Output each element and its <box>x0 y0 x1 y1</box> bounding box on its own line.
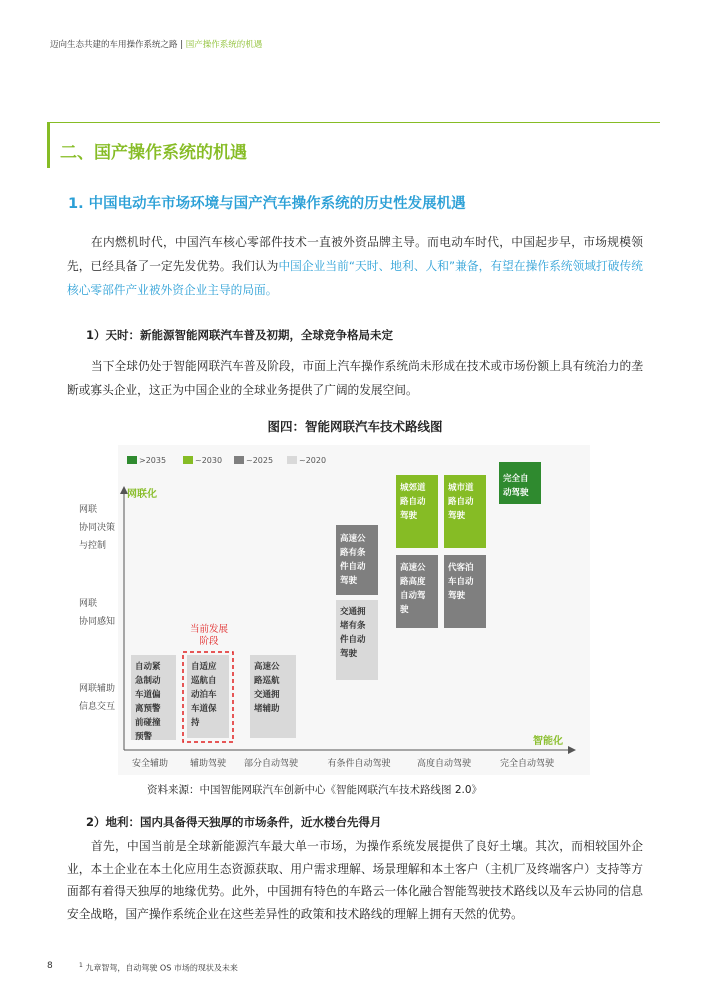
legend-swatch-2030 <box>183 456 193 464</box>
x-level-2: 部分自动驾驶 <box>243 759 299 769</box>
box-suburban-text: 城郊道路自动驾驶 <box>400 483 426 521</box>
box-highway-conditional-text: 高速公路有条件自动驾驶 <box>340 534 366 586</box>
x-level-3: 有条件自动驾驶 <box>327 759 391 769</box>
paragraph-intro-highlight: 中国企业当前“天时、地利、人和”兼备，有望在操作系统领域打破传统核心零部件产业被外资企业主导的局面。 <box>67 259 643 297</box>
y-axis-label: 网联化 <box>127 489 157 500</box>
footnote-text: 九章智驾，自动驾驶 OS 市场的现状及未来 <box>85 963 238 973</box>
y-levels <box>79 503 115 712</box>
y-level-decision-line3: 与控制 <box>79 541 107 551</box>
header-chapter: 国产操作系统的机遇 <box>185 40 263 50</box>
legend-label-2030: ~2030 <box>195 456 223 465</box>
x-level-1: 辅助驾驶 <box>189 759 227 769</box>
legend-swatch-2020 <box>287 456 297 464</box>
y-level-decision-line1: 网联 <box>79 505 98 515</box>
header-separator: | <box>177 40 186 50</box>
box-traffic-jam-text: 交通拥堵有条件自动驾驶 <box>340 607 366 659</box>
legend-swatch-2035 <box>127 456 137 464</box>
box-highway-cruise-text: 高速公路巡航交通拥堵辅助 <box>254 662 280 714</box>
box-aeb-text: 自动紧急制动车道偏离预警前碰撞预警 <box>135 662 161 742</box>
legend-label-2025: ~2025 <box>246 456 274 465</box>
figure-title: 图四：智能网联汽车技术路线图 <box>267 419 443 434</box>
x-level-4: 高度自动驾驶 <box>416 759 472 769</box>
page-number: 8 <box>47 961 53 971</box>
subheading-location: 2）地利：国内具备得天独厚的市场条件，近水楼台先得月 <box>86 815 382 829</box>
x-level-5: 完全自动驾驶 <box>499 759 555 769</box>
box-full-text: 完全自动驾驶 <box>503 474 529 498</box>
figure-source: 资料来源：中国智能网联汽车创新中心《智能网联汽车技术路线图 2.0》 <box>147 784 483 796</box>
box-valet-parking-text: 代客泊车自动驾驶 <box>448 563 474 601</box>
box-acc-text: 自适应巡航自动泊车车道保持 <box>191 662 217 728</box>
legend-swatch-2025 <box>234 456 244 464</box>
x-axis-label: 智能化 <box>533 736 563 747</box>
y-level-info-line1: 网联辅助 <box>79 684 116 694</box>
box-urban-text: 城市道路自动驾驶 <box>448 483 474 521</box>
heading-1: 1. 中国电动车市场环境与国产汽车操作系统的历史性发展机遇 <box>68 196 466 212</box>
header-doc-title: 迈向生态共建的车用操作系统之路 <box>50 40 178 50</box>
current-stage-line2: 阶段 <box>199 636 219 647</box>
section-title: 二、国产操作系统的机遇 <box>60 143 247 163</box>
paragraph-timing: 当下全球仍处于智能网联汽车普及阶段，市面上汽车操作系统尚未形成在技术或市场份额上具有统治力的垄断或寡头企业，这正为中国企业的全球业务提供了广阔的发展空间。 <box>67 359 643 397</box>
y-level-info-line2: 信息交互 <box>79 702 116 712</box>
subheading-timing: 1）天时：新能源智能网联汽车普及初期，全球竞争格局未定 <box>86 328 393 342</box>
paragraph-intro-text: 在内燃机时代，中国汽车核心零部件技术一直被外资品牌主导。而电动车时代，中国起步早，市场规模领先，已经具备了一定先发优势。我们认为 <box>67 235 643 273</box>
footnote <box>79 962 238 974</box>
footnote-number: 1 <box>79 962 83 969</box>
paragraph-location: 首先，中国当前是全球新能源汽车最大单一市场，为操作系统发展提供了良好土壤。其次，而相较国外企业，本土企业在本土化应用生态资源获取、用户需求理解、场景理解和本土客户（主机厂及终端客户）支持等方面都有着得天独厚的地缘优势。此外，中国拥有特色的车路云一体化融合智能驾驶技术路线以及车云协同的信息安全战略，国产操作系统企业在这些差异性的政策和技术路线的理解上拥有天然的优势。 <box>67 839 643 921</box>
box-highway-high-text: 高速公路高度自动驾驶 <box>400 563 426 615</box>
legend-label-2035: >2035 <box>139 456 167 465</box>
y-level-perception-line2: 协同感知 <box>79 617 116 627</box>
y-level-perception-line1: 网联 <box>79 599 98 609</box>
y-level-decision-line2: 协同决策 <box>79 523 116 533</box>
current-stage-line1: 当前发展 <box>189 624 229 635</box>
legend-label-2020: ~2020 <box>299 456 327 465</box>
x-level-0: 安全辅助 <box>131 759 169 769</box>
